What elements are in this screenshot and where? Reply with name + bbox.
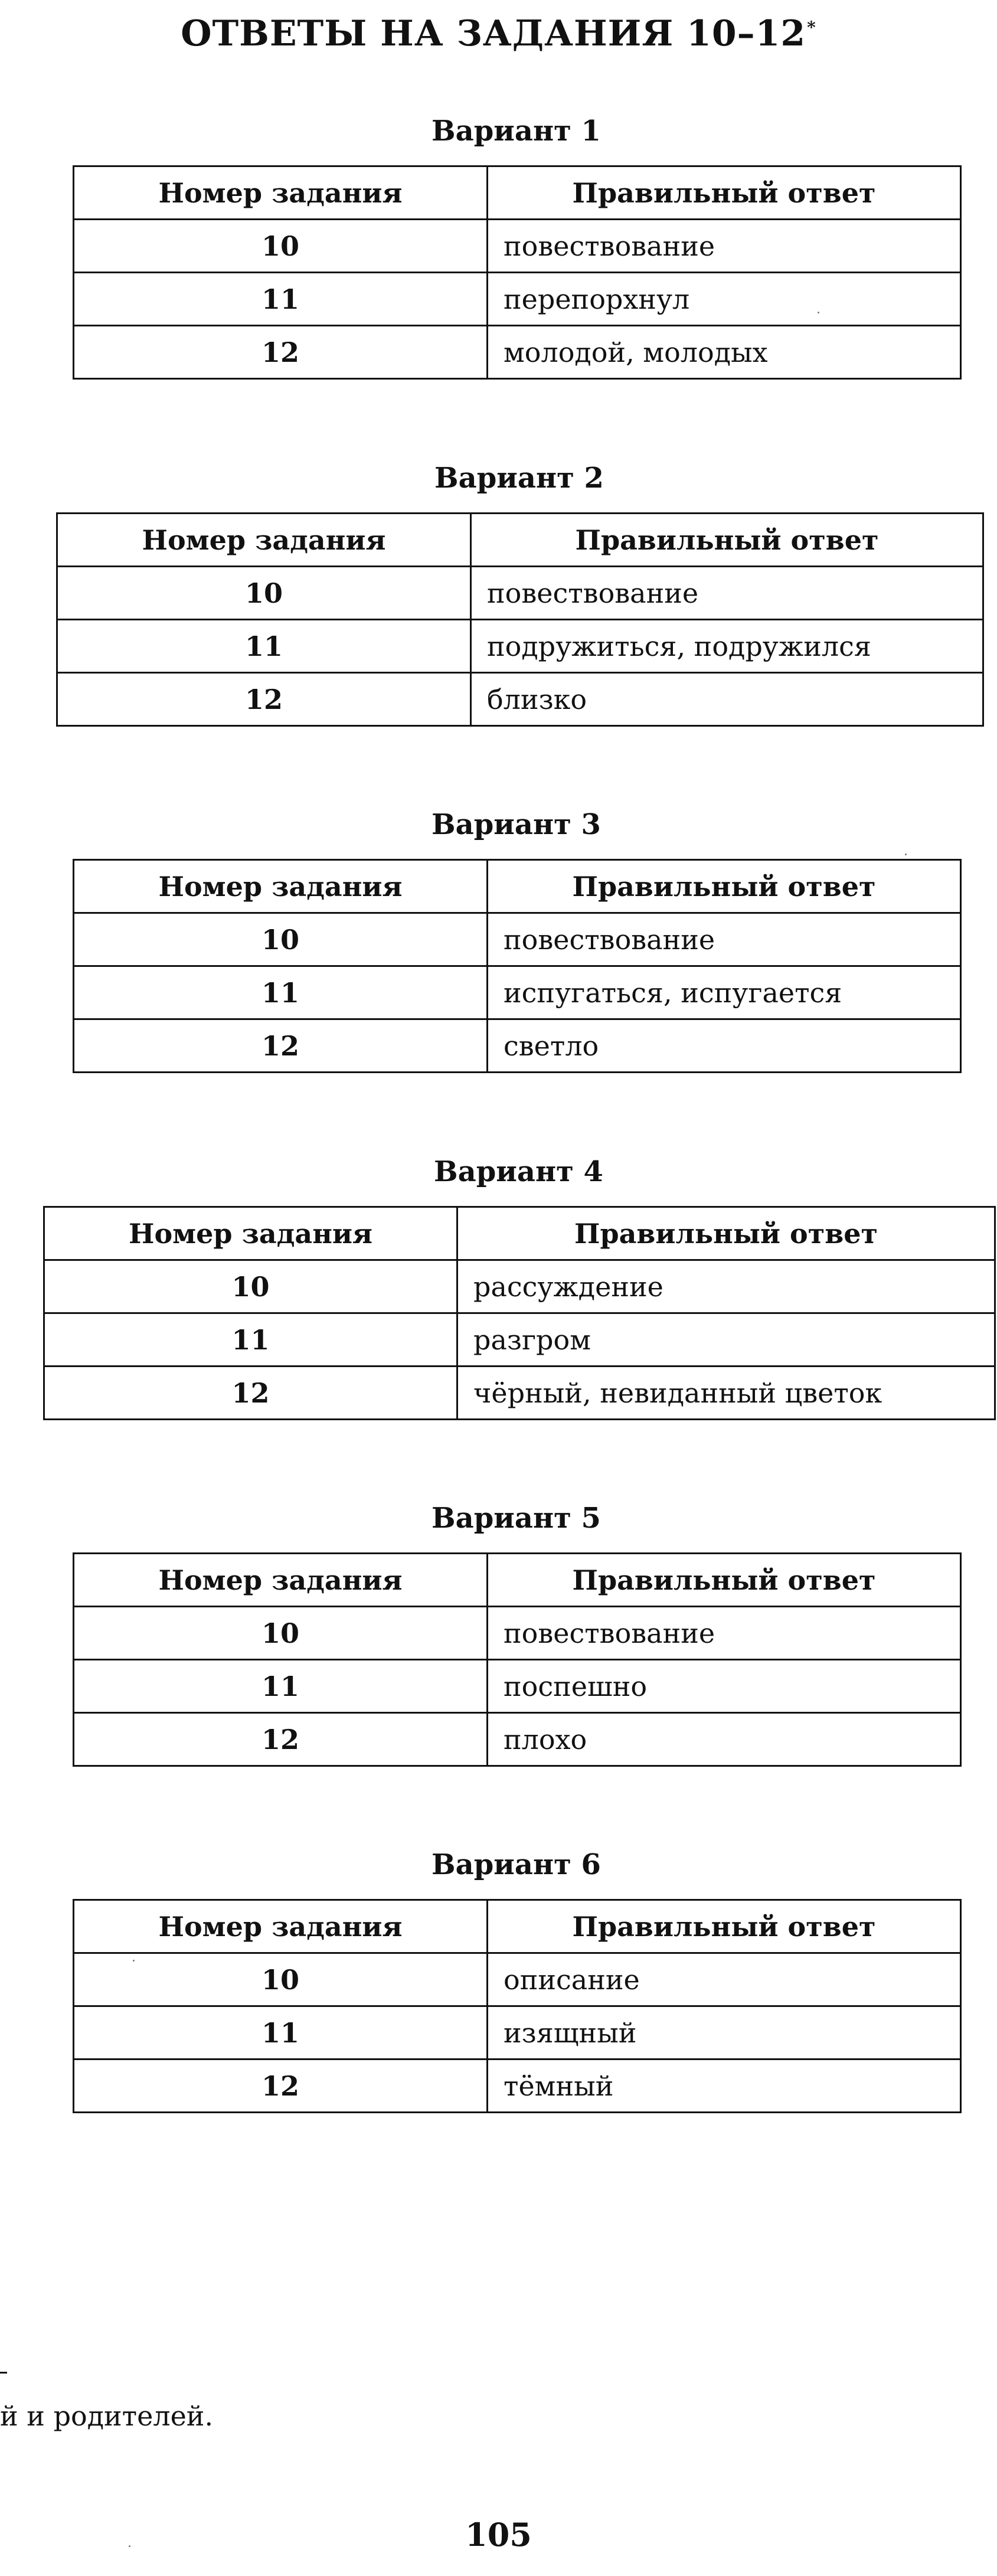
table-row [74,2006,961,2060]
table-row [74,913,961,966]
correct-answer: испугаться, испугается [488,966,961,1019]
correct-answer: близко [471,673,983,726]
correct-answer: повествование [471,567,983,620]
table-row [57,567,983,620]
scan-speck [905,854,907,855]
task-number-header: Номер задания [74,1554,488,1607]
variant-3 [73,804,960,1073]
task-number: 11 [74,2006,488,2060]
task-number: 11 [74,1660,488,1713]
correct-answer: молодой, молодых [488,326,961,379]
task-number: 11 [74,966,488,1019]
task-number: 10 [44,1260,457,1313]
table-header-row [74,1554,961,1607]
task-number-header: Номер задания [74,166,488,220]
variant-heading: Вариант 5 [432,1502,601,1535]
correct-answer: поспешно [488,1660,961,1713]
footnote-text: й и родителей. [0,2400,214,2432]
variant-heading: Вариант 6 [432,1848,601,1881]
variant-4 [43,1151,994,1420]
table-row [74,220,961,273]
table-row [57,620,983,673]
scan-speck [818,312,819,313]
correct-answer: светло [488,1019,961,1073]
answer-table [73,859,962,1073]
table-row [44,1313,995,1367]
page-title [0,13,997,54]
task-number: 10 [74,1953,488,2006]
answer-table [43,1206,996,1420]
table-header-row [74,860,961,913]
table-header-row [74,166,961,220]
variant-heading: Вариант 1 [432,115,601,148]
correct-answer-header: Правильный ответ [457,1207,995,1260]
task-number: 10 [57,567,471,620]
correct-answer-header: Правильный ответ [488,166,961,220]
table-row [74,273,961,326]
task-number: 11 [44,1313,457,1367]
correct-answer-header: Правильный ответ [471,514,983,567]
correct-answer-header: Правильный ответ [488,1900,961,1953]
correct-answer: рассуждение [457,1260,995,1313]
task-number: 12 [74,2060,488,2113]
table-row [74,966,961,1019]
answer-table [73,1552,962,1767]
correct-answer: изящный [488,2006,961,2060]
variant-2 [56,457,982,727]
task-number: 12 [44,1367,457,1420]
variant-5 [73,1498,960,1767]
table-row [74,1953,961,2006]
footnote-divider [0,2372,7,2374]
task-number: 11 [74,273,488,326]
table-row [74,1660,961,1713]
task-number: 12 [57,673,471,726]
footnote-marker: * [807,18,816,37]
variant-heading: Вариант 3 [432,808,601,841]
table-row [74,1019,961,1073]
correct-answer: разгром [457,1313,995,1367]
correct-answer: описание [488,1953,961,2006]
variant-heading: Вариант 4 [434,1155,603,1188]
task-number: 10 [74,913,488,966]
scan-speck [133,1960,135,1962]
task-number-header: Номер задания [74,860,488,913]
table-header-row [44,1207,995,1260]
correct-answer: повествование [488,220,961,273]
answer-table [56,512,984,727]
answer-table [73,165,962,380]
variant-6 [73,1844,960,2113]
table-row [44,1260,995,1313]
task-number: 12 [74,1019,488,1073]
table-row [74,1713,961,1766]
table-row [57,673,983,726]
variant-heading: Вариант 2 [434,462,604,495]
correct-answer: повествование [488,1607,961,1660]
correct-answer-header: Правильный ответ [488,1554,961,1607]
table-row [74,1607,961,1660]
correct-answer: тёмный [488,2060,961,2113]
task-number-header: Номер задания [44,1207,457,1260]
task-number: 10 [74,1607,488,1660]
correct-answer: подружиться, подружился [471,620,983,673]
task-number-header: Номер задания [57,514,471,567]
table-row [74,326,961,379]
correct-answer-header: Правильный ответ [488,860,961,913]
table-row [44,1367,995,1420]
task-number: 12 [74,1713,488,1766]
variant-1 [73,110,960,380]
scan-speck [129,2545,130,2547]
correct-answer: плохо [488,1713,961,1766]
task-number-header: Номер задания [74,1900,488,1953]
page-title-text: ОТВЕТЫ НА ЗАДАНИЯ 10–12 [181,13,806,54]
table-header-row [74,1900,961,1953]
task-number: 12 [74,326,488,379]
task-number: 11 [57,620,471,673]
table-header-row [57,514,983,567]
task-number: 10 [74,220,488,273]
answer-table [73,1899,962,2113]
correct-answer: чёрный, невиданный цветок [457,1367,995,1420]
page-number: 105 [465,2516,532,2554]
correct-answer: перепорхнул [488,273,961,326]
correct-answer: повествование [488,913,961,966]
table-row [74,2060,961,2113]
